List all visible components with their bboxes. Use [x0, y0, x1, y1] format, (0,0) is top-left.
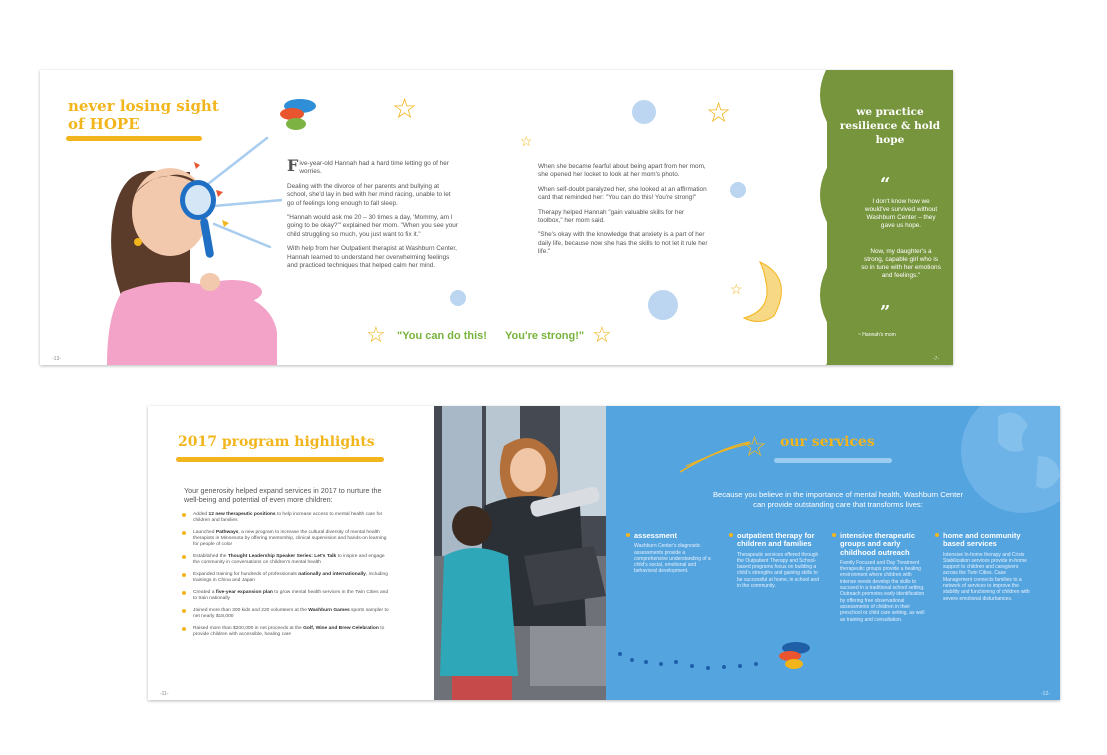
highlight-item: Established the Thought Leadership Speaker Series: Let's Talk to inspire and engage the community in conversations on children's mental health — [180, 554, 390, 566]
service-text: Family Focused and Day Treatment therapeutic groups provide a healing environment where children with intense needs develop the skills to succeed in a traditional school setting. Outreach promotes early identification by offering free observational assessments of children in their preschool or child care setting, as well as training and consultation. — [840, 559, 925, 623]
testimonial-text-1: I don't know how we would've survived without Washburn Center – they gave us hope. — [864, 198, 938, 230]
star-doodle-icon: ☆ — [706, 97, 732, 128]
service-title: outpatient therapy for children and families — [737, 531, 815, 549]
telescope-photo — [434, 406, 606, 700]
headline-line1: never losing sight — [68, 97, 219, 115]
service-title: home and community based services — [943, 531, 1021, 549]
service-outpatient — [737, 532, 823, 589]
highlight-item: Created a five-year expansion plan to grow mental health services in the Twin Cities and to train nationally — [180, 590, 390, 602]
highlights-list — [180, 512, 390, 644]
spread-program-highlights — [148, 406, 1060, 700]
globe-decoration — [958, 406, 1060, 516]
shooting-star-icon — [676, 426, 776, 476]
blue-dot-decoration — [648, 290, 678, 320]
paragraph: Therapy helped Hannah "gain valuable skills for her toolbox," her mom said. — [538, 208, 685, 225]
paragraph: Dealing with the divorce of her parents and bullying at school, she'd lay in bed with her mind racing, unable to let go of feelings long enough to fall sleep. — [287, 182, 451, 207]
bullet-dot — [935, 533, 939, 537]
bullet-dot — [832, 533, 836, 537]
paint-splash-logo — [774, 640, 814, 670]
paint-splash-logo — [278, 98, 318, 132]
paragraph: With help from her Outpatient therapist at Washburn Center, Hannah learned to understand her overwhelming feelings and practiced techniques that helped calm her mind. — [287, 245, 457, 270]
girl-with-magnifier-photo — [82, 132, 282, 365]
service-title: assessment — [634, 531, 677, 540]
close-quote-icon: ” — [880, 302, 891, 323]
bullet-dot — [729, 533, 733, 537]
open-quote-icon: “ — [880, 174, 891, 195]
service-intensive-groups — [840, 532, 928, 623]
star-doodle-icon: ☆ — [730, 281, 743, 297]
services-panel — [606, 406, 1060, 700]
highlight-item: Joined more than 300 kids and 220 volunteers at the Washburn Games sports sampler to net nearly $18,000 — [180, 608, 390, 620]
service-text: Intensive In-home therapy and Crisis Stabilization services provide in-home support to children and caregivers across the Twin Cities. Case Management connects families to a network of services to improve the stability and functioning of children with severe emotional disturbances. — [943, 551, 1030, 602]
spread-never-losing-sight — [40, 70, 953, 365]
paragraph: ive-year-old Hannah had a hard time letting go of her worries. — [299, 160, 449, 176]
page-number: -13- — [52, 356, 61, 362]
star-doodle-icon: ☆ — [366, 322, 386, 347]
svg-text:☆: ☆ — [742, 430, 768, 463]
paragraph: When she became fearful about being apart from her mom, she opened her locket to look at her mom's photo. — [538, 163, 706, 179]
story-column-1 — [287, 156, 459, 276]
highlight-item: Raised more than $200,000 in net proceeds at the Golf, Wine and Brew Celebration to provide children with accessible, healing care — [180, 626, 390, 638]
star-doodle-icon: ☆ — [520, 133, 533, 149]
paragraph: "She's okay with the knowledge that anxiety is a part of her daily life, because now she has the skills to not let it rule her life." — [538, 231, 708, 256]
page-number: -7- — [933, 356, 940, 362]
highlight-item: Expanded training for hundreds of professionals nationally and internationally, including trainings in China and Japan — [180, 572, 390, 584]
page-number: -11- — [160, 691, 169, 697]
blue-dot-decoration — [730, 182, 746, 198]
headline-line2: of HOPE — [68, 115, 140, 133]
highlight-item: Added 12 new therapeutic positions to help increase access to mental health care for children and families — [180, 512, 390, 524]
crescent-moon-icon — [740, 258, 790, 324]
drop-cap: F — [287, 156, 299, 175]
testimonial-text-2: Now, my daughter's a strong, capable girl who is so in tune with her emotions and feelings." — [861, 248, 941, 280]
blue-dot-decoration — [450, 290, 466, 306]
highlight-item: Launched Pathways, a new program to increase the cultural diversity of mental health therapists in Minnesota by offering mentorship, clinical supervision and hands-on learning for people of color — [180, 530, 390, 549]
service-home-community — [943, 532, 1031, 602]
testimonial-attribution: ~ Hannah's mom — [858, 332, 896, 338]
services-intro: Because you believe in the importance of mental health, Washburn Center can provide outstanding care that transforms lives: — [712, 490, 964, 509]
wavy-edge-decoration — [810, 70, 836, 365]
bullet-dot — [626, 533, 630, 537]
story-column-2 — [538, 163, 708, 263]
service-text: Therapeutic services offered through the Outpatient Therapy and School-based programs focus on building a child's strengths and gaining skills to be successful at home, in school and in the community. — [737, 551, 819, 590]
service-assessment — [634, 532, 720, 575]
paragraph: "Hannah would ask me 20 – 30 times a day, 'Mommy, am I going to be okay?'" explained her mom. "When you see your child struggling so much, you just want to fix it." — [287, 214, 458, 238]
affirmation-quote-1: "You can do this! — [397, 330, 487, 342]
blue-dot-decoration — [632, 100, 656, 124]
service-text: Washburn Center's diagnostic assessments provide a comprehensive understanding of a child's social, emotional and behavioral development. — [634, 543, 711, 575]
child-telescope-illustration — [434, 406, 606, 700]
headline-underline — [176, 457, 384, 462]
star-doodle-icon: ☆ — [392, 93, 418, 124]
affirmation-quote-2: You're strong!" — [505, 330, 585, 342]
page-number: -12- — [1041, 691, 1050, 697]
services-headline: our services — [780, 434, 875, 450]
paragraph: When self-doubt paralyzed her, she looked at an affirmation card that reminded her: "You can do this! You're strong!" — [538, 185, 707, 202]
panel-title: we practice resilience & hold hope — [839, 106, 941, 146]
highlights-headline: 2017 program highlights — [178, 434, 375, 450]
service-title: intensive therapeutic groups and early childhood outreach — [840, 531, 916, 557]
star-doodle-icon: ☆ — [592, 322, 612, 347]
services-underline — [774, 458, 892, 463]
highlights-intro: Your generosity helped expand services in 2017 to nurture the well-being and potential of even more children: — [184, 486, 382, 505]
